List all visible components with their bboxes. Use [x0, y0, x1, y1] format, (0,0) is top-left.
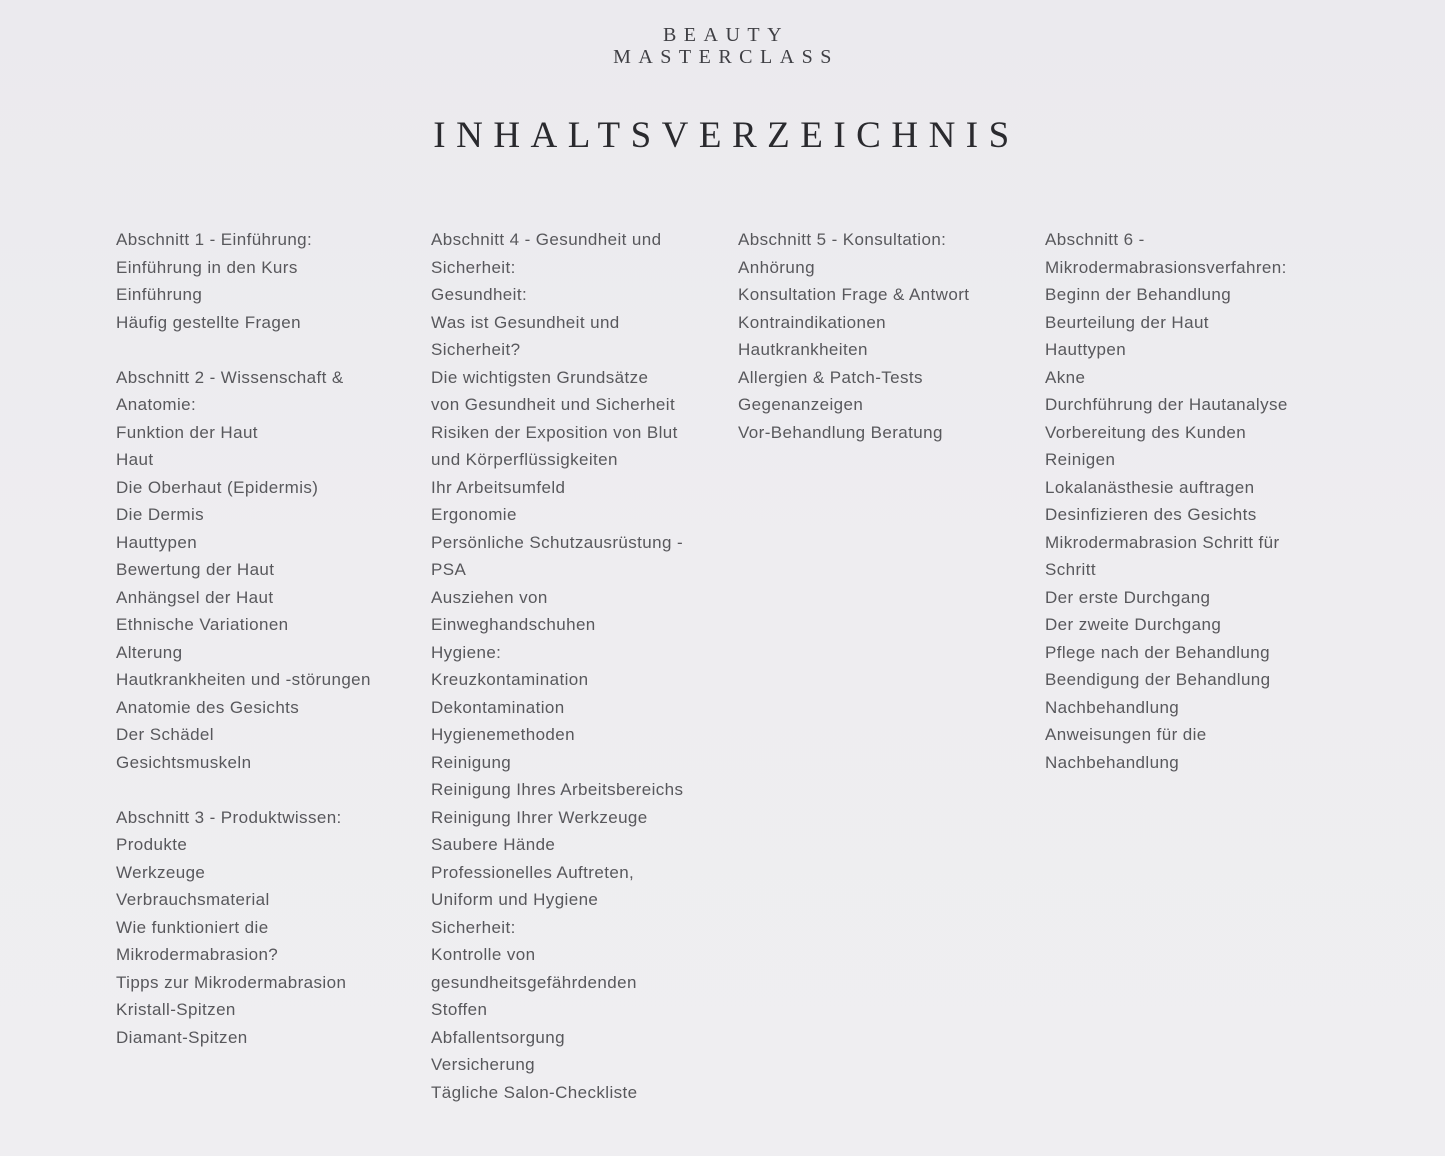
toc-entry: Akne — [1045, 367, 1086, 387]
toc-entry: Produkte — [116, 835, 188, 854]
toc-entry: Tägliche Salon-Checkliste — [431, 1082, 638, 1102]
toc-entry: Nachbehandlung — [1045, 697, 1180, 717]
toc-entry: Der erste Durchgang — [1045, 587, 1211, 607]
toc-entry: Einführung in den Kurs — [116, 257, 298, 277]
toc-entry: Gesundheit: — [431, 285, 528, 304]
toc-section — [1045, 226, 1288, 776]
toc-entry: Stoffen — [431, 1000, 488, 1019]
toc-entry: Die Oberhaut (Epidermis) — [116, 477, 319, 497]
toc-section-heading: Abschnitt 4 - Gesundheit und — [431, 230, 662, 249]
toc-entry: Funktion der Haut — [116, 422, 258, 442]
toc-section-heading: Abschnitt 3 - Produktwissen: — [116, 807, 342, 827]
toc-entry: Verbrauchsmaterial — [116, 890, 270, 909]
toc-column-4 — [1045, 226, 1288, 776]
toc-entry: Reinigung — [431, 752, 512, 772]
toc-section-heading: Abschnitt 1 - Einführung: — [116, 230, 313, 249]
toc-entry: Sicherheit: — [431, 917, 516, 937]
toc-entry: Hauttypen — [1045, 340, 1127, 359]
toc-entry: Professionelles Auftreten, — [431, 862, 635, 882]
toc-entry: Die Dermis — [116, 505, 205, 524]
toc-entry: Saubere Hände — [431, 835, 556, 854]
toc-column-2 — [431, 226, 683, 1106]
toc-section-heading: Abschnitt 2 - Wissenschaft & — [116, 367, 344, 387]
toc-column-1 — [116, 226, 371, 1051]
toc-entry: Reinigung Ihres Arbeitsbereichs — [431, 780, 684, 799]
page-title: INHALTSVERZEICHNIS — [433, 115, 1020, 156]
toc-entry: Ethnische Variationen — [116, 615, 289, 634]
toc-entry: Kontrolle von — [431, 945, 536, 964]
toc-entry: Einweghandschuhen — [431, 615, 596, 634]
toc-entry: Abfallentsorgung — [431, 1027, 565, 1047]
toc-entry: Hygienemethoden — [431, 725, 575, 744]
toc-entry: Hauttypen — [116, 532, 198, 552]
toc-entry: Mikrodermabrasion Schritt für — [1045, 532, 1280, 552]
toc-entry: Einführung — [116, 285, 203, 304]
toc-entry: Persönliche Schutzausrüstung - — [431, 532, 684, 552]
toc-entry: PSA — [431, 560, 467, 579]
toc-entry: Häufig gestellte Fragen — [116, 312, 301, 332]
toc-entry: Haut — [116, 450, 154, 469]
toc-entry: Allergien & Patch-Tests — [738, 367, 923, 387]
toc-entry: Konsultation Frage & Antwort — [738, 285, 970, 304]
toc-section — [116, 226, 371, 336]
toc-section — [431, 226, 683, 1106]
toc-entry: Kristall-Spitzen — [116, 1000, 236, 1019]
toc-entry: Kreuzkontamination — [431, 670, 589, 689]
toc-entry: Beginn der Behandlung — [1045, 285, 1232, 304]
toc-entry: gesundheitsgefährdenden — [431, 972, 637, 992]
toc-entry: Sicherheit? — [431, 340, 521, 359]
toc-entry: Vor-Behandlung Beratung — [738, 422, 943, 442]
toc-entry: Dekontamination — [431, 697, 565, 717]
toc-entry: Anhörung — [738, 257, 815, 277]
toc-entry: Die wichtigsten Grundsätze — [431, 367, 649, 387]
toc-column-3 — [738, 226, 969, 446]
toc-entry: Nachbehandlung — [1045, 752, 1180, 772]
toc-entry: Diamant-Spitzen — [116, 1027, 248, 1047]
toc-entry: Mikrodermabrasionsverfahren: — [1045, 257, 1287, 277]
toc-entry: Beurteilung der Haut — [1045, 312, 1209, 332]
toc-entry: Alterung — [116, 642, 183, 662]
toc-entry: Hygiene: — [431, 642, 502, 662]
toc-entry: Vorbereitung des Kunden — [1045, 422, 1247, 442]
toc-entry: Wie funktioniert die — [116, 917, 269, 937]
toc-entry: Anatomie: — [116, 395, 197, 414]
toc-section-heading: Abschnitt 5 - Konsultation: — [738, 230, 947, 249]
toc-entry: Desinfizieren des Gesichts — [1045, 505, 1257, 524]
toc-entry: Versicherung — [431, 1055, 536, 1074]
brand-line-beauty: BEAUTY — [662, 24, 790, 46]
toc-entry: Ausziehen von — [431, 587, 548, 607]
toc-entry: Werkzeuge — [116, 862, 206, 882]
toc-entry: Reinigen — [1045, 450, 1116, 469]
toc-entry: Der zweite Durchgang — [1045, 615, 1222, 634]
toc-entry: Lokalanästhesie auftragen — [1045, 477, 1255, 497]
toc-section-heading: Abschnitt 6 - — [1045, 230, 1145, 249]
toc-entry: Anhängsel der Haut — [116, 587, 274, 607]
toc-entry: Mikrodermabrasion? — [116, 945, 279, 964]
toc-entry: Risiken der Exposition von Blut — [431, 422, 678, 442]
toc-entry: Anatomie des Gesichts — [116, 697, 300, 717]
toc-entry: Ergonomie — [431, 505, 517, 524]
toc-entry: und Körperflüssigkeiten — [431, 450, 618, 469]
toc-entry: Gegenanzeigen — [738, 395, 864, 414]
brand-logo — [0, 24, 1445, 68]
toc-entry: Hautkrankheiten — [738, 340, 868, 359]
toc-entry: Was ist Gesundheit und — [431, 312, 620, 332]
toc-entry: Reinigung Ihrer Werkzeuge — [431, 807, 648, 827]
toc-entry: Hautkrankheiten und -störungen — [116, 670, 371, 689]
toc-entry: Sicherheit: — [431, 257, 516, 277]
toc-entry: Kontraindikationen — [738, 312, 887, 332]
brand-line-masterclass: MASTERCLASS — [613, 46, 839, 68]
toc-section — [116, 804, 371, 1052]
toc-section — [738, 226, 969, 446]
toc-entry: Der Schädel — [116, 725, 214, 744]
toc-entry: Tipps zur Mikrodermabrasion — [116, 972, 347, 992]
toc-entry: Beendigung der Behandlung — [1045, 670, 1271, 689]
section-spacer — [116, 336, 371, 364]
toc-entry: Bewertung der Haut — [116, 560, 275, 579]
toc-entry: Ihr Arbeitsumfeld — [431, 477, 566, 497]
toc-entry: Gesichtsmuskeln — [116, 752, 252, 772]
toc-entry: Pflege nach der Behandlung — [1045, 642, 1270, 662]
toc-entry: Schritt — [1045, 560, 1096, 579]
toc-section — [116, 364, 371, 777]
section-spacer — [116, 776, 371, 804]
toc-entry: Uniform und Hygiene — [431, 890, 599, 909]
toc-entry: Durchführung der Hautanalyse — [1045, 395, 1288, 414]
toc-entry: von Gesundheit und Sicherheit — [431, 395, 676, 414]
toc-entry: Anweisungen für die — [1045, 725, 1207, 744]
